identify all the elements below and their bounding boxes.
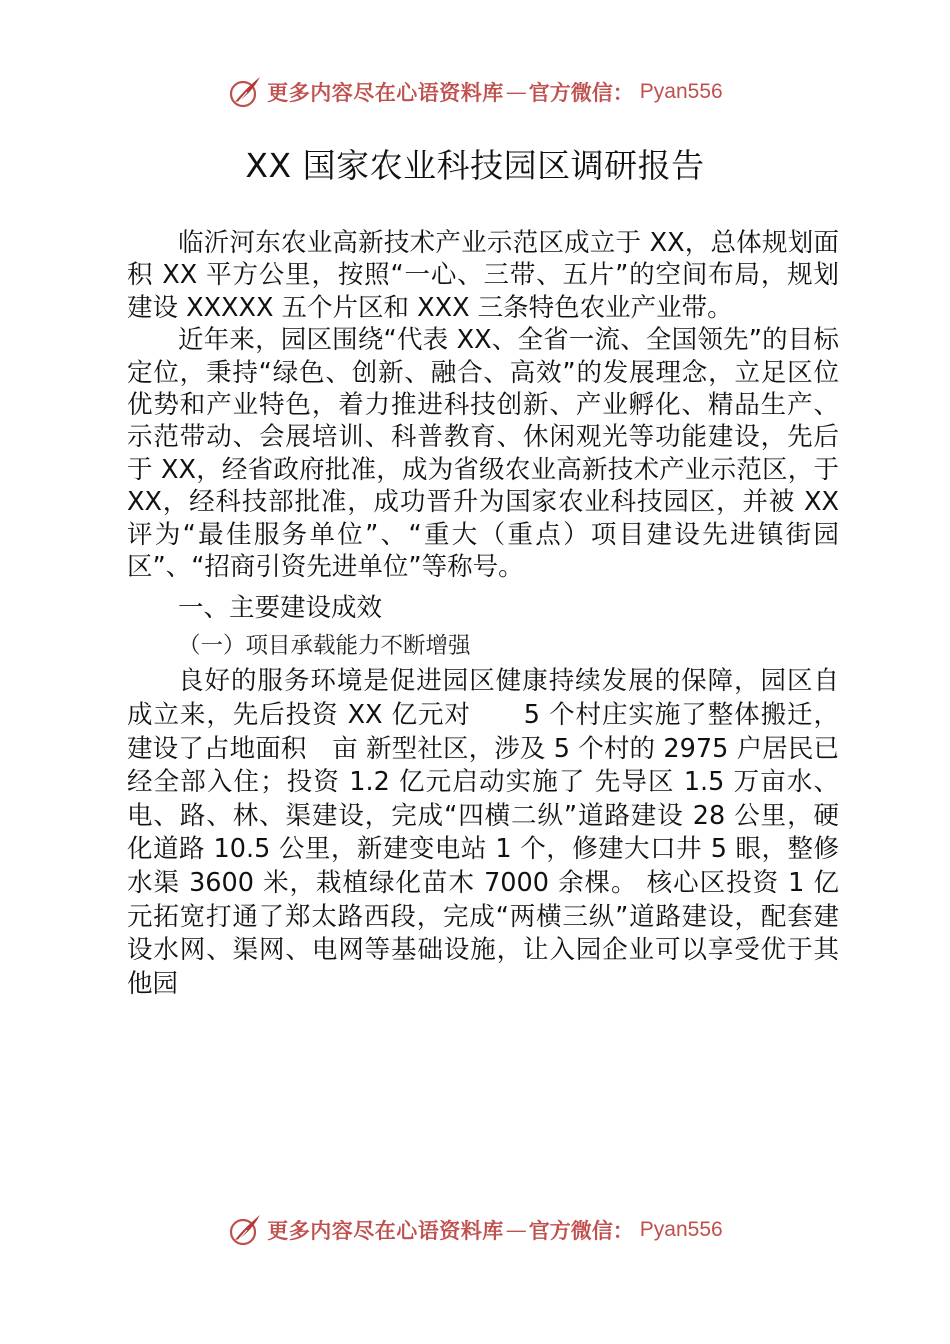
document-title: XX 国家农业科技园区调研报告 bbox=[245, 146, 705, 185]
quill-logo-icon bbox=[227, 1212, 263, 1248]
section-heading: 一、主要建设成效 bbox=[178, 593, 383, 624]
header-watermark-banner bbox=[0, 70, 950, 114]
footer-watermark-banner bbox=[0, 1208, 950, 1252]
subsection-heading: （一）项目承载能力不断增强 bbox=[178, 633, 471, 660]
document-body bbox=[127, 227, 839, 1001]
watermark-dash: — bbox=[505, 1218, 527, 1242]
watermark-wechat-label: 官方微信： bbox=[528, 1218, 634, 1243]
watermark-brand-text: 更多内容尽在心语资料库 bbox=[267, 1218, 504, 1243]
body-paragraph-infrastructure: 良好的服务环境是促进园区健康持续发展的保障，园区自成立来，先后投资 XX 亿元对 5 个村庄实施了整体搬迁，建设了占地面积 亩 新型社区，涉及 5 个村的 2975 户居民已经全部入住；投资 1.2 亿元启动实施了 先导区 1.5 万亩水、电、路、林、渠建设，完成“四横二纵”道路建设 28 公里，硬化道路 10.5 公里，新建变电站 1 个，修建大口井 5 眼，整修水渠 3600 米，栽植绿化苗木 7000 余棵。 核心区投资 1 亿元拓宽打通了郑太路西段，完成“两横三纵”道路建设，配套建设水网、渠网、电网等基础设施，让入园企业可以享受优于其他园 bbox=[127, 666, 839, 999]
body-paragraph-intro: 临沂河东农业高新技术产业示范区成立于 XX，总体规划面积 XX 平方公里，按照“一心、三带、五片”的空间布局，规划建设 XXXXX 五个片区和 XXX 三条特色农业产业带。 bbox=[127, 228, 839, 323]
watermark-dash: — bbox=[505, 80, 527, 104]
watermark-account: Pyan556 bbox=[639, 80, 723, 103]
watermark-account: Pyan556 bbox=[639, 1218, 723, 1241]
watermark-wechat-label: 官方微信： bbox=[528, 80, 634, 105]
quill-logo-icon bbox=[227, 74, 263, 110]
body-paragraph-achievements: 近年来，园区围绕“代表 XX、全省一流、全国领先”的目标定位，秉持“绿色、创新、融合、高效”的发展理念，立足区位优势和产业特色，着力推进科技创新、产业孵化、精品生产、示范带动、会展培训、科普教育、休闲观光等功能建设，先后于 XX，经省政府批准，成为省级农业高新技术产业示范区，于 XX，经科技部批准，成功晋升为国家农业科技园区，并被 XX 评为“最佳服务单位”、“重大（重点）项目建设先进镇街园区”、“招商引资先进单位”等称号。 bbox=[127, 325, 839, 583]
watermark-brand-text: 更多内容尽在心语资料库 bbox=[267, 80, 504, 105]
